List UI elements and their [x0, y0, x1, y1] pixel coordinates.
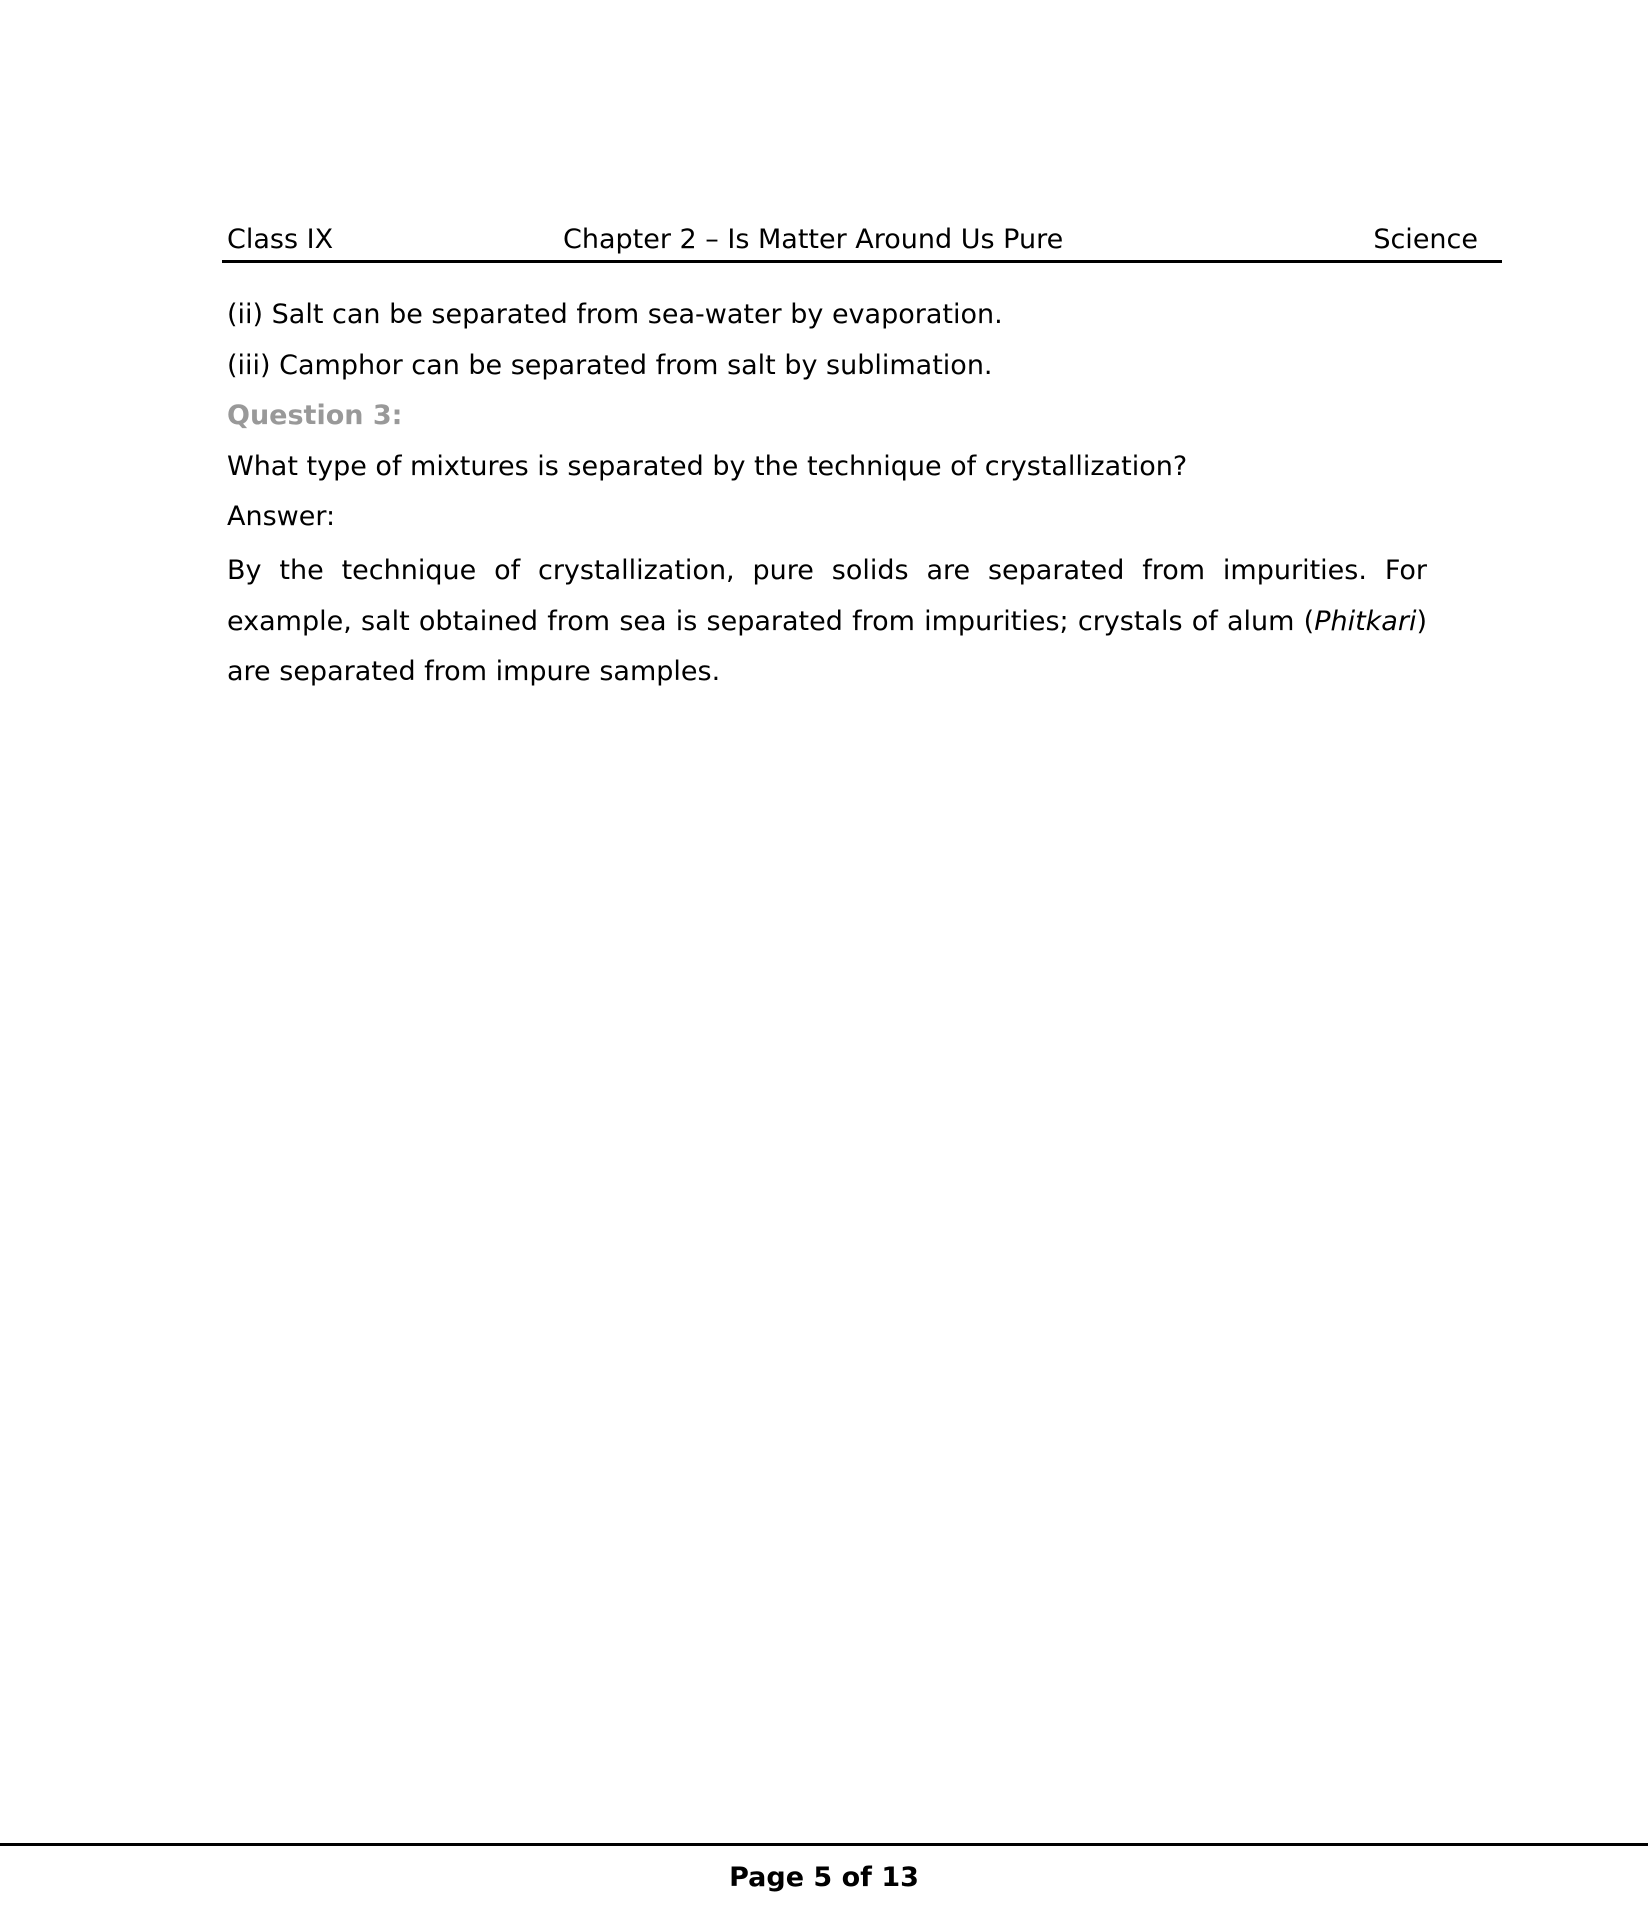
header-chapter-title: Chapter 2 – Is Matter Around Us Pure — [563, 224, 1064, 255]
header-class: Class IX — [227, 224, 334, 255]
answer-label: Answer: — [227, 501, 336, 533]
page-number: Page 5 of 13 — [729, 1862, 919, 1893]
page-body — [227, 293, 1427, 698]
answer-text-part2: ) are separated from impure samples. — [227, 605, 1427, 688]
header-subject: Science — [1373, 224, 1478, 255]
question-label: Question 3: — [227, 400, 403, 432]
answer-paragraph — [227, 546, 1427, 698]
answer-item-ii: (ii) Salt can be separated from sea-water by evaporation. — [227, 299, 1003, 330]
answer-italic-term: Phitkari — [1314, 605, 1417, 637]
answer-item-iii: (iii) Camphor can be separated from salt by sublimation. — [227, 349, 993, 381]
footer-divider — [0, 1843, 1648, 1846]
answer-text-part1: By the technique of crystallization, pure solids are separated from impurities. For example, salt obtained from sea is separated from impurities; crystals of alum ( — [227, 554, 1427, 637]
page-header — [222, 222, 1502, 263]
question-text: What type of mixtures is separated by the technique of crystallization? — [227, 450, 1188, 482]
